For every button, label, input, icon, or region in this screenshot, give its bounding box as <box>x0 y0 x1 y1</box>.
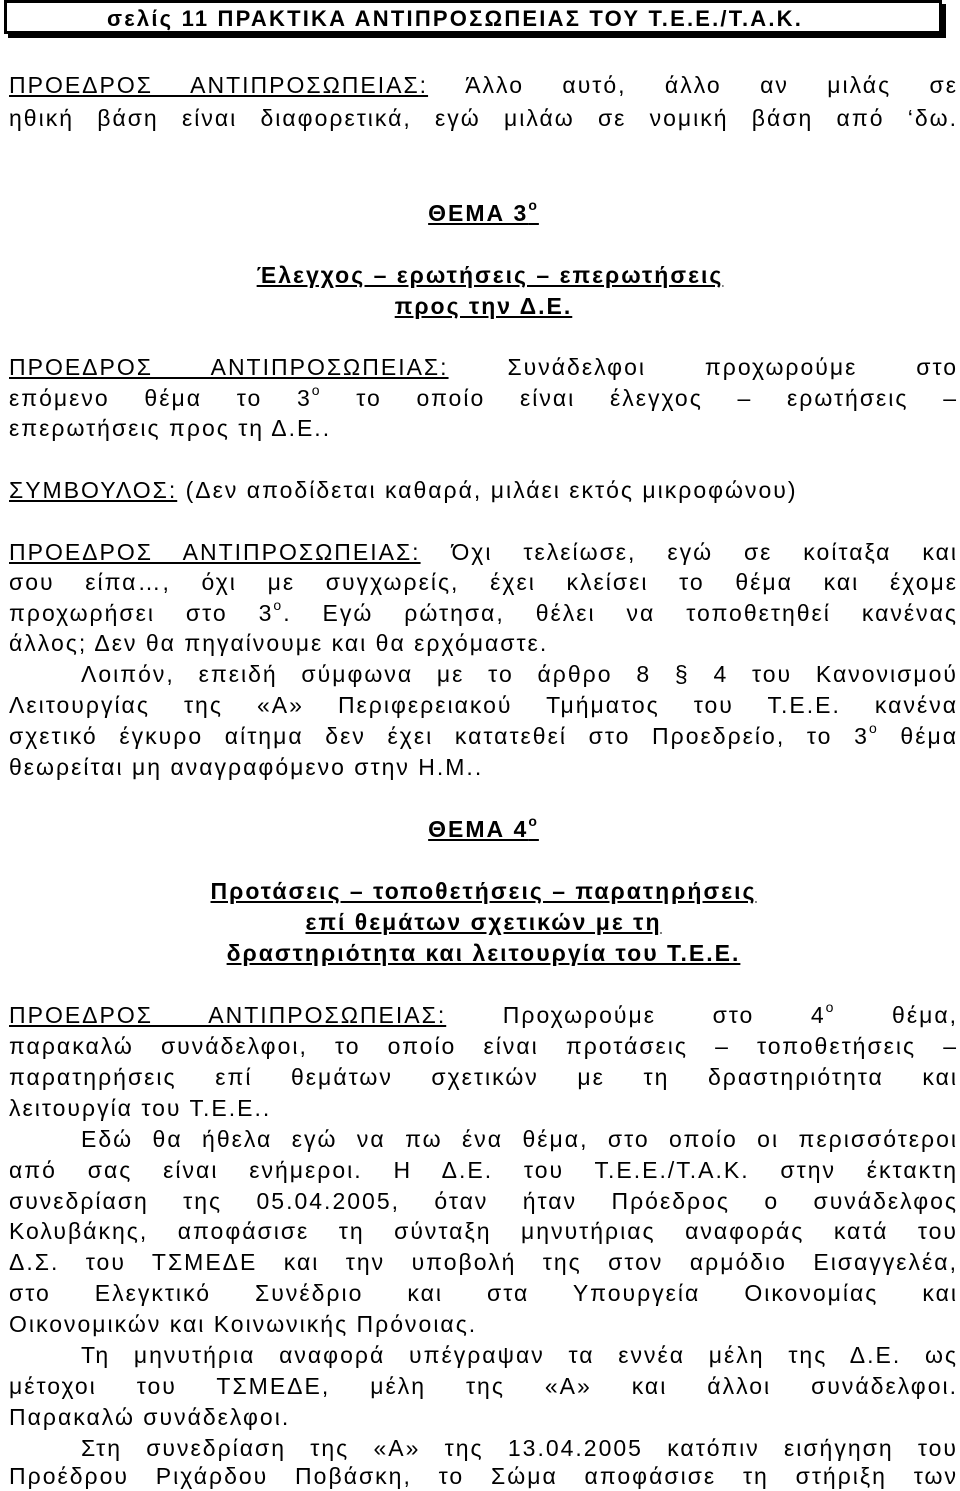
page-header <box>4 0 942 34</box>
speaker-label: ΠΡΟΕΔΡΟΣ ΑΝΤΙΠΡΟΣΩΠΕΙΑΣ: <box>9 1002 447 1028</box>
p2-line-2: επόμενο θέμα το $3^o$ το οποίο είναι έλεγχος – ερωτήσεις – <box>9 382 958 411</box>
p4-line-4: άλλος; Δεν θα πηγαίνουμε και θα ερχόμαστε. <box>9 630 549 656</box>
p5-line-2: παρακαλώ συνάδελφοι, το οποίο είναι προτάσεις – τοποθετήσεις – <box>9 1033 958 1059</box>
p5-line-15: Στη συνεδρίαση της «Α» της 13.04.2005 κατόπιν εισήγηση του <box>81 1435 958 1461</box>
p5-line-13: μέτοχοι του ΤΣΜΕΔΕ, μέλη της «Α» και άλλοι συνάδελφοι. <box>9 1373 958 1399</box>
p4-line-2: σου είπα…, όχι με συγχωρείς, έχει κλείσει το θέμα και έχομε <box>9 569 958 595</box>
speaker-label: ΠΡΟΕΔΡΟΣ ΑΝΤΙΠΡΟΣΩΠΕΙΑΣ: <box>9 354 449 380</box>
p1-line-1 <box>9 70 958 100</box>
p5-line-14: Παρακαλώ συνάδελφοι. <box>9 1404 291 1430</box>
speaker-label: ΠΡΟΕΔΡΟΣ ΑΝΤΙΠΡΟΣΩΠΕΙΑΣ: <box>9 72 429 98</box>
theme3-subtitle-2: προς την Δ.Ε. <box>394 293 573 319</box>
p2-line-3: επερωτήσεις προς τη Δ.Ε.. <box>9 415 332 441</box>
p5-line-4: λειτουργία του Τ.Ε.Ε.. <box>9 1095 272 1121</box>
theme4-subtitle-2: επί θεμάτων σχετικών με τη <box>305 909 662 935</box>
p4-line-8: θεωρείται μη αναγραφόμενο στην Η.Μ.. <box>9 754 484 780</box>
p1-text: Άλλο αυτό, άλλο αν μιλάς σε <box>465 72 959 98</box>
header-text: σελίς 11 ΠΡΑΚΤΙΚΑ ΑΝΤΙΠΡΟΣΩΠΕΙΑΣ ΤΟΥ Τ.Ε.Ε./Τ.Α.Κ. <box>107 6 804 31</box>
p4-line-6: Λειτουργίας της «Α» Περιφερειακού Τμήματος του Τ.Ε.Ε. κανένα <box>9 692 958 718</box>
p1-line-2: ηθική βάση είναι διαφορετικά, εγώ μιλάω σε νομική βάση από ‘δω. <box>9 105 958 131</box>
theme3-subtitle-1: Έλεγχος – ερωτήσεις – επερωτήσεις <box>256 262 724 288</box>
p4-line-7: σχετικό έγκυρο αίτημα δεν έχει κατατεθεί στο Προεδρείο, το $3^o$ θέμα <box>9 720 959 749</box>
p5-line-12: Τη μηνυτήρια αναφορά υπέγραψαν τα εννέα μέλη της Δ.Ε. ως <box>81 1342 958 1368</box>
p5-line-16: Προέδρου Ριχάρδου Ποβάσκη, το Σώμα αποφάσισε τη στήριξη των <box>9 1463 958 1489</box>
p2-line-1: ΠΡΟΕΔΡΟΣ ΑΝΤΙΠΡΟΣΩΠΕΙΑΣ: Συνάδελφοι προχωρούμε στο <box>9 354 959 380</box>
p5-line-10: στο Ελεγκτικό Συνέδριο και στα Υπουργεία Οικονομίας και <box>9 1280 958 1306</box>
theme4-subtitle-1: Προτάσεις – τοποθετήσεις – παρατηρήσεις <box>210 878 757 904</box>
speaker-label: ΣΥΜΒΟΥΛΟΣ: <box>9 477 178 503</box>
p5-line-11: Οικονομικών και Κοινωνικής Πρόνοιας. <box>9 1311 478 1337</box>
theme3-title: ΘΕΜΑ $3^o$ <box>428 197 539 226</box>
p3-line-1: ΣΥΜΒΟΥΛΟΣ: (Δεν αποδίδεται καθαρά, μιλάει εκτός μικροφώνου) <box>9 477 798 503</box>
p4-line-5: Λοιπόν, επειδή σύμφωνα με το άρθρο 8 § 4 του Κανονισμού <box>81 661 958 687</box>
p5-line-7: συνεδρίαση της 05.04.2005, όταν ήταν Πρόεδρος ο συνάδελφος <box>9 1188 958 1214</box>
p5-line-1: ΠΡΟΕΔΡΟΣ ΑΝΤΙΠΡΟΣΩΠΕΙΑΣ: Προχωρούμε στο $4^o$ θέμα, <box>9 999 959 1028</box>
p5-line-6: από σας είναι ενήμεροι. Η Δ.Ε. του Τ.Ε.Ε./Τ.Α.Κ. στην έκτακτη <box>9 1157 958 1183</box>
p5-line-5: Εδώ θα ήθελα εγώ να πω ένα θέμα, στο οποίο οι περισσότεροι <box>81 1126 958 1152</box>
p4-line-1: ΠΡΟΕΔΡΟΣ ΑΝΤΙΠΡΟΣΩΠΕΙΑΣ: Όχι τελείωσε, εγώ σε κοίταξα και <box>9 539 959 565</box>
theme4-subtitle-3: δραστηριότητα και λειτουργία του Τ.Ε.Ε. <box>226 940 741 966</box>
speaker-label: ΠΡΟΕΔΡΟΣ ΑΝΤΙΠΡΟΣΩΠΕΙΑΣ: <box>9 539 421 565</box>
p5-line-8: Κολυβάκης, αποφάσισε τη σύνταξη μηνυτήριας αναφοράς κατά του <box>9 1218 958 1244</box>
p5-line-9: Δ.Σ. του ΤΣΜΕΔΕ και την υποβολή της στον αρμόδιο Εισαγγελέα, <box>9 1249 958 1275</box>
p4-line-3: προχωρήσει στο $3^o$. Εγώ ρώτησα, θέλει να τοποθετηθεί κανένας <box>9 597 959 626</box>
theme4-title: ΘΕΜΑ $4^o$ <box>428 813 539 842</box>
p5-line-3: παρατηρήσεις επί θεμάτων σχετικών με τη δραστηριότητα και <box>9 1064 958 1090</box>
